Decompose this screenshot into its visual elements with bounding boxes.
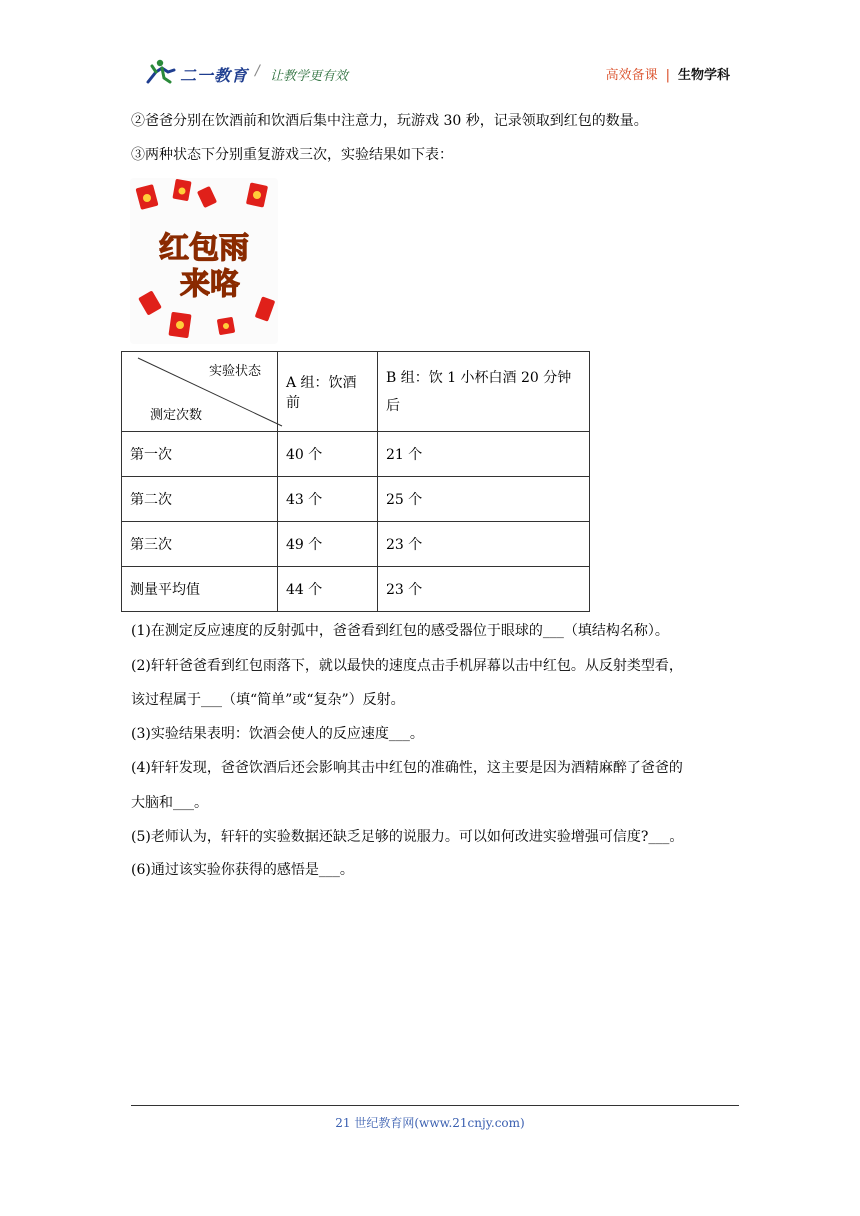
intro-step-2: ②爸爸分别在饮酒前和饮酒后集中注意力，玩游戏 30 秒，记录领取到红包的数量。 (131, 113, 648, 129)
results-table (121, 351, 590, 612)
row-label: 第三次 (122, 522, 278, 567)
row-value-a: 40 个 (278, 432, 378, 477)
question-3: (3)实验结果表明：饮酒会使人的反应速度___。 (131, 726, 424, 742)
row-value-a: 44 个 (278, 567, 378, 612)
footer-text: 21 世纪教育网(www.21cnjy.com) (335, 1116, 525, 1130)
red-envelope-image (130, 178, 278, 344)
table-row (122, 432, 590, 477)
column-header-b-line1: B 组：饮 1 小杯白酒 20 分钟 (386, 369, 572, 386)
diagonal-header-cell (122, 352, 278, 432)
question-4-line-2: 大脑和___。 (131, 795, 208, 811)
footer-rule (131, 1105, 739, 1106)
row-value-a: 49 个 (278, 522, 378, 567)
header-count-label: 测定次数 (150, 408, 203, 423)
logo-divider: / (255, 63, 260, 79)
intro-step-3: ③两种状态下分别重复游戏三次，实验结果如下表： (131, 147, 453, 163)
table-header-row (122, 352, 590, 432)
question-1: (1)在测定反应速度的反射弧中，爸爸看到红包的感受器位于眼球的___（填结构名称）。 (131, 623, 669, 639)
page-header (140, 58, 730, 88)
header-subject (606, 64, 730, 83)
header-separator: | (665, 68, 670, 83)
caption-line-1: 红包雨 (159, 231, 249, 266)
header-highlight: 高效备课 (605, 68, 658, 83)
runner-logo-icon (140, 58, 178, 86)
table-row (122, 522, 590, 567)
row-label: 测量平均值 (122, 567, 278, 612)
brand-logo (140, 58, 390, 88)
logo-slogan: 让教学更有效 (270, 69, 349, 84)
logo-name: 二一教育 (180, 66, 249, 85)
column-header-a: A 组：饮酒前 (278, 352, 378, 432)
question-6: (6)通过该实验你获得的感悟是___。 (131, 862, 354, 878)
question-5: (5)老师认为，轩轩的实验数据还缺乏足够的说服力。可以如何改进实验增强可信度?___。 (131, 829, 684, 845)
question-2-line-2: 该过程属于___（填“简单”或“复杂”）反射。 (131, 692, 405, 708)
caption-line-2: 来咯 (180, 267, 240, 302)
row-label: 第一次 (122, 432, 278, 477)
header-state-label: 实验状态 (208, 364, 261, 379)
red-envelope-illustration (130, 178, 278, 344)
question-2-line-1: (2)轩轩爸爸看到红包雨落下，就以最快的速度点击手机屏幕以击中红包。从反射类型看， (131, 658, 683, 674)
row-value-b: 23 个 (378, 522, 590, 567)
question-4-line-1: (4)轩轩发现，爸爸饮酒后还会影响其击中红包的准确性，这主要是因为酒精麻醉了爸爸的 (131, 760, 683, 776)
column-header-b-line2: 后 (386, 397, 400, 414)
table-row (122, 477, 590, 522)
row-value-a: 43 个 (278, 477, 378, 522)
column-header-b (378, 352, 590, 432)
row-value-b: 21 个 (378, 432, 590, 477)
row-value-b: 23 个 (378, 567, 590, 612)
row-label: 第二次 (122, 477, 278, 522)
header-subject-name: 生物学科 (677, 68, 730, 83)
table-row (122, 567, 590, 612)
row-value-b: 25 个 (378, 477, 590, 522)
